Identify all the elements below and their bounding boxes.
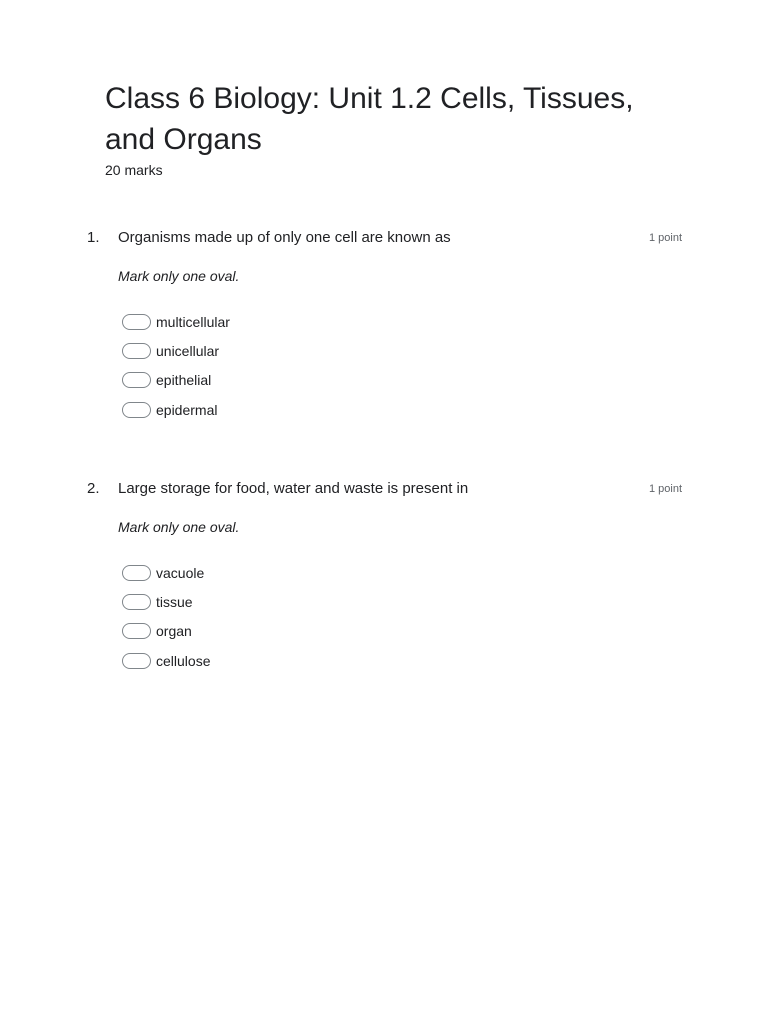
radio-option-tissue[interactable]	[122, 587, 210, 616]
radio-option-cellulose[interactable]	[122, 646, 210, 675]
question-text: Large storage for food, water and waste is present in	[118, 480, 469, 497]
question-points: 1 point	[649, 232, 683, 244]
question-instruction: Mark only one oval.	[118, 519, 240, 535]
radio-oval-icon[interactable]	[122, 623, 151, 639]
radio-oval-icon[interactable]	[122, 565, 151, 581]
option-label: cellulose	[156, 652, 211, 669]
option-label: tissue	[156, 593, 193, 610]
question-text: Organisms made up of only one cell are known as	[118, 229, 451, 246]
radio-option-vacuole[interactable]	[122, 558, 210, 587]
question-instruction: Mark only one oval.	[118, 268, 240, 284]
question-number: 2.	[87, 480, 100, 497]
radio-option-unicellular[interactable]	[122, 336, 230, 365]
option-label: organ	[156, 623, 192, 640]
radio-oval-icon[interactable]	[122, 402, 151, 418]
option-label: epidermal	[156, 401, 218, 418]
option-label: vacuole	[156, 564, 205, 581]
option-label: unicellular	[156, 342, 220, 359]
radio-oval-icon[interactable]	[122, 343, 151, 359]
radio-option-epithelial[interactable]	[122, 366, 230, 395]
question-number: 1.	[87, 229, 100, 246]
option-list	[122, 307, 230, 424]
question-points: 1 point	[649, 483, 683, 495]
option-label: epithelial	[156, 372, 212, 389]
radio-option-organ[interactable]	[122, 617, 210, 646]
total-marks: 20 marks	[105, 162, 163, 178]
form-title: Class 6 Biology: Unit 1.2 Cells, Tissues, and Organs	[105, 82, 634, 156]
option-list	[122, 558, 210, 675]
radio-option-multicellular[interactable]	[122, 307, 230, 336]
radio-oval-icon[interactable]	[122, 314, 151, 330]
radio-oval-icon[interactable]	[122, 653, 151, 669]
radio-oval-icon[interactable]	[122, 372, 151, 388]
radio-oval-icon[interactable]	[122, 594, 151, 610]
radio-option-epidermal[interactable]	[122, 395, 230, 424]
option-label: multicellular	[156, 313, 230, 330]
